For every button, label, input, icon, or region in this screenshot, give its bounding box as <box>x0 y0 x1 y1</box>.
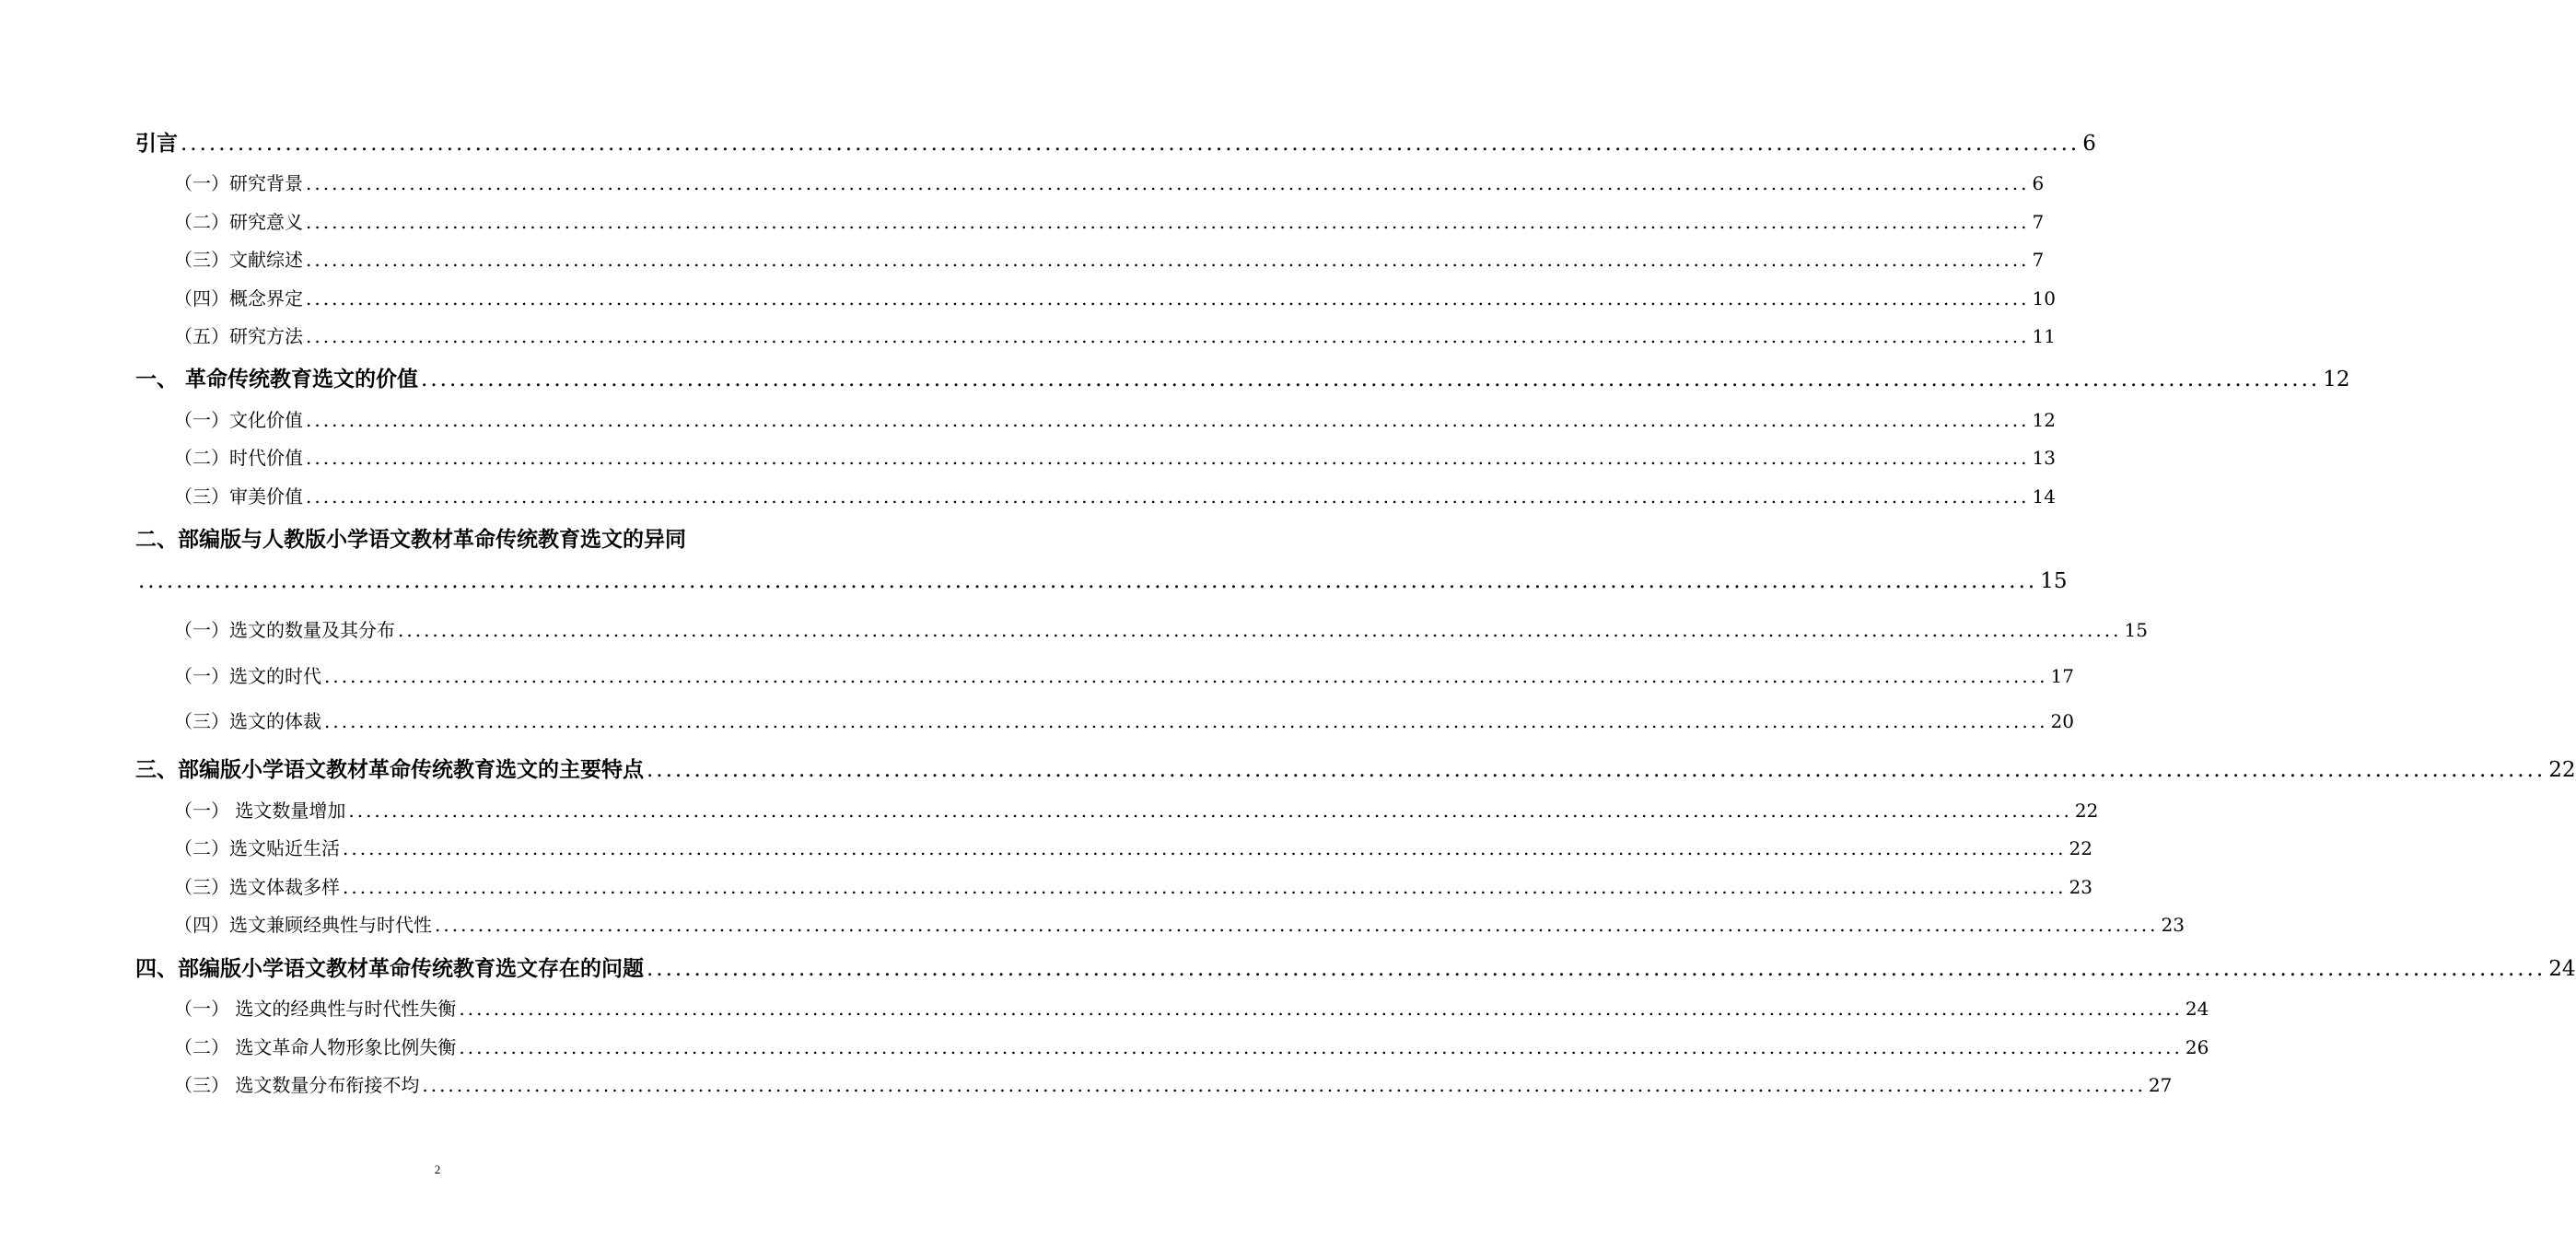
toc-entry-page: 22 <box>2069 837 2092 859</box>
toc-entry[interactable] <box>135 569 2068 593</box>
toc-entry-title: 二、部编版与人教版小学语文教材革命传统教育选文的异同 <box>135 527 686 552</box>
toc-entry-title: （四）选文兼顾经典性与时代性 <box>174 914 432 936</box>
toc-entry-title: （二） 选文革命人物形象比例失衡 <box>174 1036 457 1058</box>
toc-entry[interactable] <box>135 952 2576 982</box>
toc-leader-dots: ........................................................................................................................................................................................................ <box>459 1036 2183 1058</box>
toc-entry-page: 17 <box>2050 665 2074 687</box>
toc-entry-title: 三、部编版小学语文教材革命传统教育选文的主要特点 <box>135 757 644 782</box>
toc-leader-dots: ........................................................................................................................................................................................................ <box>343 837 2067 859</box>
toc-entry[interactable] <box>135 753 2576 783</box>
toc-entry-page: 23 <box>2069 876 2092 898</box>
toc-entry-page: 24 <box>2548 957 2576 981</box>
toc-entry-title: （三）文献综述 <box>174 249 303 271</box>
toc-entry[interactable] <box>174 615 2148 642</box>
toc-entry-page: 22 <box>2074 800 2099 822</box>
toc-leader-dots: ........................................................................................................................................................................................................ <box>398 619 2122 641</box>
toc-entry-page: 11 <box>2032 325 2056 347</box>
toc-entry[interactable] <box>174 1033 2209 1059</box>
toc-entry-title: （三）选文体裁多样 <box>174 876 340 898</box>
toc-entry-page: 6 <box>2082 132 2096 156</box>
toc-entry-title: （一）选文的数量及其分布 <box>174 619 395 641</box>
toc-entry-title: （一） 选文的经典性与时代性失衡 <box>174 998 457 1020</box>
toc-entry-title: （一） 选文数量增加 <box>174 800 346 822</box>
toc-entry[interactable] <box>174 910 2185 937</box>
toc-leader-dots: ........................................................................................................................................................................................................ <box>306 249 2030 271</box>
toc-entry-page: 12 <box>2323 368 2350 391</box>
toc-leader-dots: ........................................................................................................................................................................................................ <box>343 876 2067 898</box>
toc-leader-dots: ........................................................................................................................................................................................................ <box>435 914 2159 936</box>
toc-leader-dots: ........................................................................................................................................................................................................ <box>324 665 2048 687</box>
toc-entry-page: 14 <box>2032 485 2056 508</box>
toc-entry-page: 12 <box>2032 409 2056 431</box>
toc-entry-page: 15 <box>2124 619 2148 641</box>
toc-leader-dots: ........................................................................................................................................................................................................ <box>306 325 2030 347</box>
toc-leader-dots: ........................................................................................................................................................................................................ <box>306 447 2030 469</box>
toc-leader-dots: ........................................................................................................................................................................................................ <box>422 1074 2146 1096</box>
toc-entry[interactable] <box>174 321 2056 348</box>
toc-entry-page: 6 <box>2032 172 2045 194</box>
toc-entry[interactable] <box>174 284 2056 310</box>
toc-entry[interactable] <box>135 522 766 553</box>
toc-leader-dots: ........................................................................................................................................................................................................ <box>306 211 2030 233</box>
toc-entry-title: （二）研究意义 <box>174 211 303 233</box>
toc-entry-title: （三）审美价值 <box>174 485 303 508</box>
toc-entry[interactable] <box>174 443 2056 470</box>
page-number: 2 <box>434 1162 441 1176</box>
toc-leader-dots: ........................................................................................................................................................................................................ <box>138 569 2038 593</box>
toc-entry-page: 27 <box>2148 1074 2173 1096</box>
toc-entry[interactable] <box>174 834 2092 860</box>
toc-entry-title: （三）选文的体裁 <box>174 710 321 732</box>
toc-leader-dots: ........................................................................................................................................................................................................ <box>306 485 2030 508</box>
toc-entry[interactable] <box>174 405 2056 432</box>
toc-leader-dots: ........................................................................................................................................................................................................ <box>306 287 2030 310</box>
toc-leader-dots: ........................................................................................................................................................................................................ <box>306 409 2030 431</box>
toc-entry[interactable] <box>174 994 2209 1021</box>
toc-entry[interactable] <box>174 482 2056 508</box>
toc-entry[interactable] <box>135 362 2350 392</box>
toc-leader-dots: ........................................................................................................................................................................................................ <box>306 172 2030 194</box>
toc-leader-dots: ........................................................................................................................................................................................................ <box>324 710 2048 732</box>
toc-entry-title: （四）概念界定 <box>174 287 303 310</box>
toc-entry[interactable] <box>174 169 2045 195</box>
toc-entry[interactable] <box>174 872 2092 899</box>
toc-entry-title: 一、 革命传统教育选文的价值 <box>135 367 419 391</box>
toc-entry-page: 24 <box>2185 998 2209 1020</box>
toc-entry-page: 22 <box>2548 758 2576 782</box>
toc-leader-dots: ........................................................................................................................................................................................................ <box>421 368 2321 391</box>
toc-leader-dots: ........................................................................................................................................................................................................ <box>647 758 2547 782</box>
toc-entry-title: （一）研究背景 <box>174 172 303 194</box>
toc-entry-page: 13 <box>2032 447 2056 469</box>
toc-entry-title: （一）选文的时代 <box>174 665 321 687</box>
toc-entry[interactable] <box>174 796 2099 823</box>
toc-entry[interactable] <box>174 1070 2173 1097</box>
toc-entry[interactable] <box>174 707 2074 733</box>
toc-leader-dots: ........................................................................................................................................................................................................ <box>647 957 2547 981</box>
toc-entry-title: （五）研究方法 <box>174 325 303 347</box>
toc-entry-page: 7 <box>2032 249 2045 271</box>
toc-entry[interactable] <box>174 207 2045 234</box>
toc-entry[interactable] <box>135 126 2096 157</box>
toc-entry-page: 26 <box>2185 1036 2209 1058</box>
toc-entry-title: （一）文化价值 <box>174 409 303 431</box>
toc-entry-page: 20 <box>2050 710 2074 732</box>
toc-entry[interactable] <box>174 245 2045 272</box>
toc-entry-page: 10 <box>2032 287 2056 310</box>
toc-entry[interactable] <box>174 661 2074 688</box>
toc-entry-page: 23 <box>2161 914 2185 936</box>
toc-entry-title: （二）时代价值 <box>174 447 303 469</box>
toc-leader-dots: ........................................................................................................................................................................................................ <box>181 132 2081 156</box>
toc-leader-dots: ........................................................................................................................................................................................................ <box>348 800 2072 822</box>
toc-leader-dots: ........................................................................................................................................................................................................ <box>459 998 2183 1020</box>
toc-entry-title: （二）选文贴近生活 <box>174 837 340 859</box>
toc-entry-title: 四、部编版小学语文教材革命传统教育选文存在的问题 <box>135 956 644 981</box>
toc-entry-title: （三） 选文数量分布衔接不均 <box>174 1074 420 1096</box>
toc-entry-title: 引言 <box>135 131 178 156</box>
toc-entry-page: 7 <box>2032 211 2045 233</box>
toc-entry-page: 15 <box>2040 569 2068 593</box>
